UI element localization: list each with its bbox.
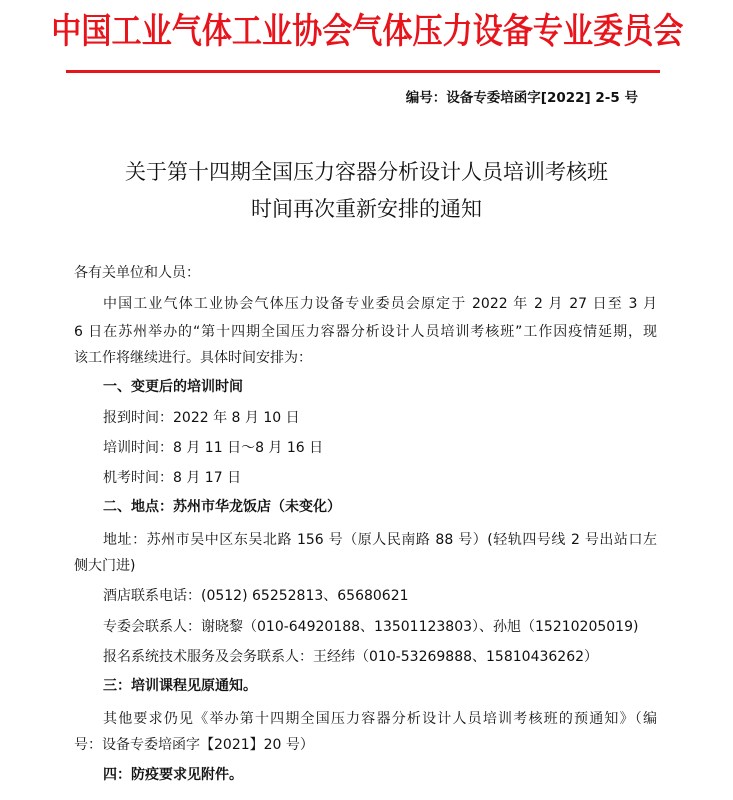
other-requirements-line-1: 其他要求仍见《举办第十四期全国压力容器分析设计人员培训考核班的预通知》（编: [103, 711, 657, 727]
notice-title-line-1: 关于第十四期全国压力容器分析设计人员培训考核班: [125, 160, 608, 184]
report-time: 报到时间：2022 年 8 月 10 日: [103, 410, 300, 426]
letterhead-title: 中国工业气体工业协会气体压力设备专业委员会: [51, 12, 684, 52]
letterhead-rule: [66, 70, 660, 73]
tech-contact: 报名系统技术服务及会务联系人：王经纬（010-53269888、15810436262）: [103, 649, 599, 665]
intro-line-1: 中国工业气体工业协会气体压力设备专业委员会原定于 2022 年 2 月 27 日至 3 月: [103, 296, 657, 312]
section-4-heading: 四：防疫要求见附件。: [103, 767, 243, 783]
intro-line-2: 6 日在苏州举办的“第十四期全国压力容器分析设计人员培训考核班”工作因疫情延期，现: [74, 324, 657, 340]
section-2-heading: 二、地点：苏州市华龙饭店（未变化）: [103, 499, 341, 515]
document-number: 编号：设备专委培函字[2022] 2-5 号: [405, 90, 638, 106]
committee-contacts: 专委会联系人：谢晓黎（010-64920188、13501123803）、孙旭（15210205019): [103, 619, 639, 635]
address-line-1: 地址：苏州市吴中区东吴北路 156 号（原人民南路 88 号）(轻轨四号线 2 号出站口左: [103, 532, 657, 548]
section-1-heading: 一、变更后的培训时间: [103, 379, 243, 395]
notice-title-line-2: 时间再次重新安排的通知: [251, 197, 482, 221]
hotel-phone: 酒店联系电话：(0512) 65252813、65680621: [103, 588, 409, 604]
salutation: 各有关单位和人员：: [74, 265, 200, 281]
intro-line-3: 该工作将继续进行。具体时间安排为：: [74, 350, 312, 366]
exam-time: 机考时间：8 月 17 日: [103, 470, 242, 486]
other-requirements-line-2: 号：设备专委培函字【2021】20 号）: [74, 737, 314, 753]
training-time: 培训时间：8 月 11 日～8 月 16 日: [103, 440, 324, 456]
address-line-2: 侧大门进): [74, 558, 136, 574]
section-3-heading: 三：培训课程见原通知。: [103, 678, 257, 694]
